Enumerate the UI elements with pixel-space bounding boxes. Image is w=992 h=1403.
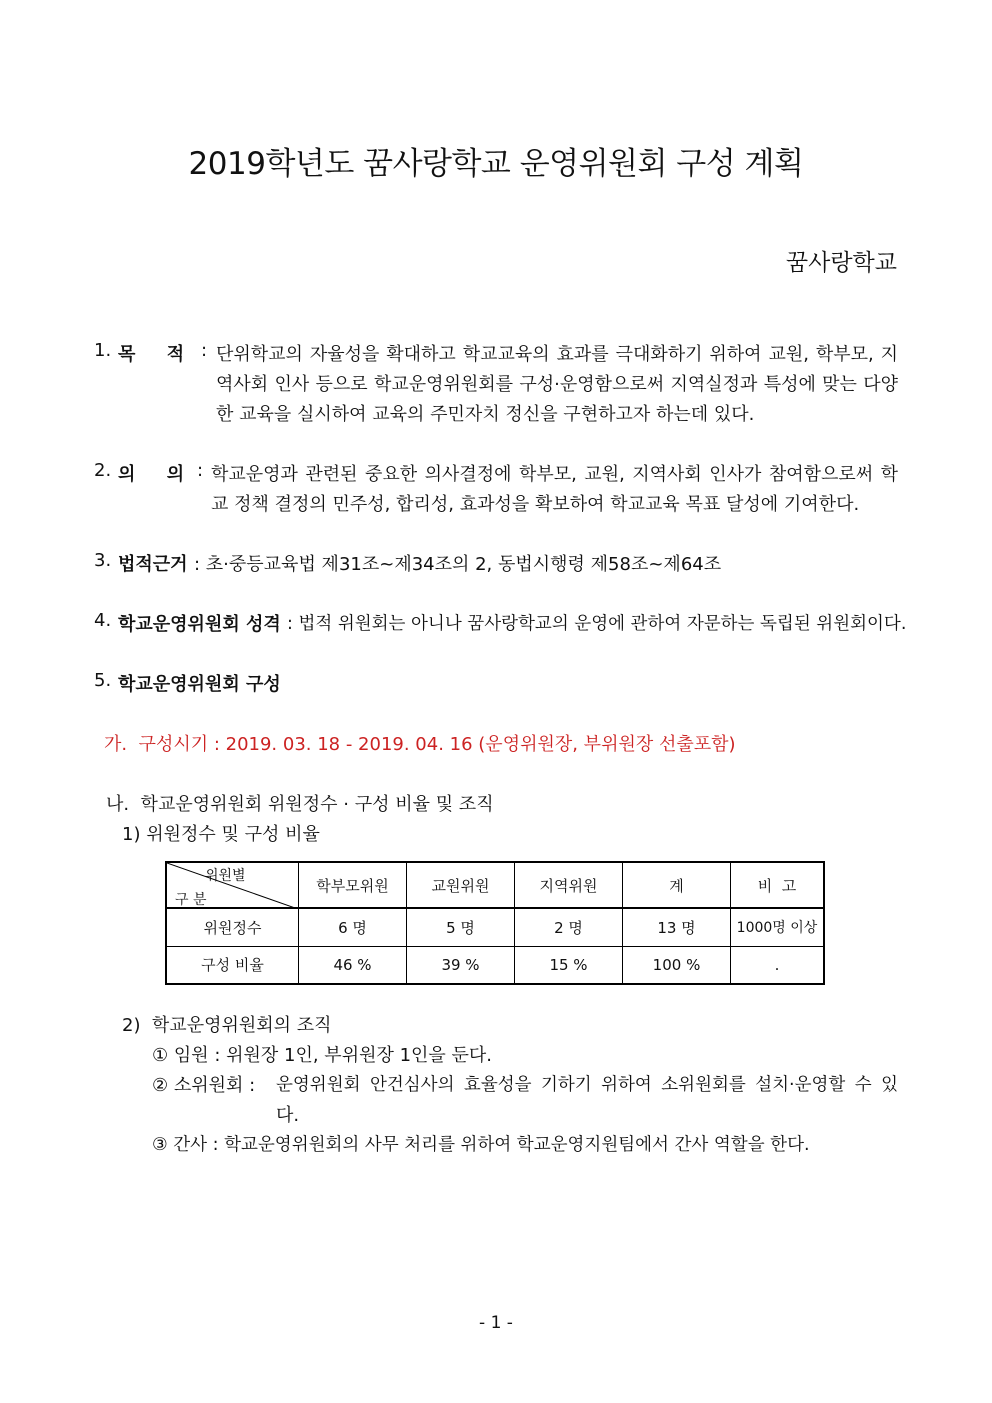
table-corner-cell — [166, 862, 299, 908]
table-cell: 39 % — [407, 946, 515, 984]
subsection-2-heading: 2) 학교운영위원회의 조직 — [122, 1015, 332, 1036]
section-2-line-2: 교 정책 결정의 민주성, 합리성, 효과성을 확보하여 학교교육 목표 달성에 기여한다. — [211, 494, 860, 515]
table-cell: . — [731, 946, 825, 984]
table-row — [166, 946, 824, 984]
org-item-2-line-2: 다. — [276, 1105, 300, 1126]
org-item-1: ① 임원 : 위원장 1인, 부위원장 1인을 둔다. — [152, 1045, 493, 1066]
section-1-number: 1. — [94, 340, 112, 361]
section-2-label: 의 의 — [118, 464, 185, 485]
section-3-label: 법적근거 — [118, 554, 188, 575]
table-header: 비 고 — [731, 862, 825, 908]
committee-table — [165, 861, 825, 985]
section-3-number: 3. — [94, 550, 112, 571]
section-5-number: 5. — [94, 670, 112, 691]
section-2-separator: : — [197, 460, 204, 481]
table-cell: 100 % — [623, 946, 731, 984]
school-name: 꿈사랑학교 — [785, 250, 897, 276]
composition-period: 가. 구성시기 : 2019. 03. 18 - 2019. 04. 16 (운영위원장, 부위원장 선출포함) — [104, 734, 736, 755]
section-2-line-1: 학교운영과 관련된 중요한 의사결정에 학부모, 교원, 지역사회 인사가 참여함으로써 학 — [211, 464, 898, 485]
table-header: 교원위원 — [407, 862, 515, 908]
org-item-2-line-1: 운영위원회 안건심사의 효율성을 기하기 위하여 소위원회를 설치·운영할 수 있 — [276, 1075, 898, 1095]
table-cell: 6 명 — [299, 908, 407, 946]
subsection-na: 나. 학교운영위원회 위원정수 · 구성 비율 및 조직 — [106, 794, 494, 815]
table-cell: 13 명 — [623, 908, 731, 946]
section-1-line-3: 한 교육을 실시하여 교육의 주민자치 정신을 구현하고자 하는데 있다. — [216, 404, 755, 425]
subsection-1-heading: 1) 위원정수 및 구성 비율 — [122, 824, 320, 845]
table-header: 계 — [623, 862, 731, 908]
document-title: 2019학년도 꿈사랑학교 운영위원회 구성 계획 — [188, 146, 804, 182]
table-row-label: 구성 비율 — [166, 946, 299, 984]
table-cell: 5 명 — [407, 908, 515, 946]
table-cell: 2 명 — [515, 908, 623, 946]
table-row-label: 위원정수 — [166, 908, 299, 946]
page-number: - 1 - — [479, 1313, 513, 1333]
section-5-label: 학교운영위원회 구성 — [118, 674, 281, 695]
org-item-2-lead: ② 소위원회 : — [152, 1075, 256, 1096]
section-4-text: : 법적 위원회는 아니나 꿈사랑학교의 운영에 관하여 자문하는 독립된 위원회이다. — [287, 614, 907, 634]
org-item-3: ③ 간사 : 학교운영위원회의 사무 처리를 위하여 학교운영지원팀에서 간사 역할을 한다. — [152, 1135, 810, 1155]
table-header: 지역위원 — [515, 862, 623, 908]
table-corner-top: 위원별 — [205, 868, 246, 884]
section-1-line-2: 역사회 인사 등으로 학교운영위원회를 구성·운영함으로써 지역실정과 특성에 맞는 다양 — [216, 374, 898, 395]
table-corner-bottom: 구 분 — [175, 892, 207, 908]
section-4-label: 학교운영위원회 성격 — [118, 614, 281, 635]
section-1-line-1: 단위학교의 자율성을 확대하고 학교교육의 효과를 극대화하기 위하여 교원, 학부모, 지 — [216, 344, 898, 365]
section-2-number: 2. — [94, 460, 112, 481]
section-1-separator: : — [201, 340, 208, 361]
table-cell: 46 % — [299, 946, 407, 984]
table-cell: 15 % — [515, 946, 623, 984]
section-3-text: : 초·중등교육법 제31조~제34조의 2, 동법시행령 제58조~제64조 — [194, 554, 722, 575]
table-row — [166, 908, 824, 946]
table-cell: 1000명 이상 — [731, 908, 825, 946]
table-header: 학부모위원 — [299, 862, 407, 908]
section-1-label: 목 적 — [118, 344, 185, 365]
section-4-number: 4. — [94, 610, 112, 631]
